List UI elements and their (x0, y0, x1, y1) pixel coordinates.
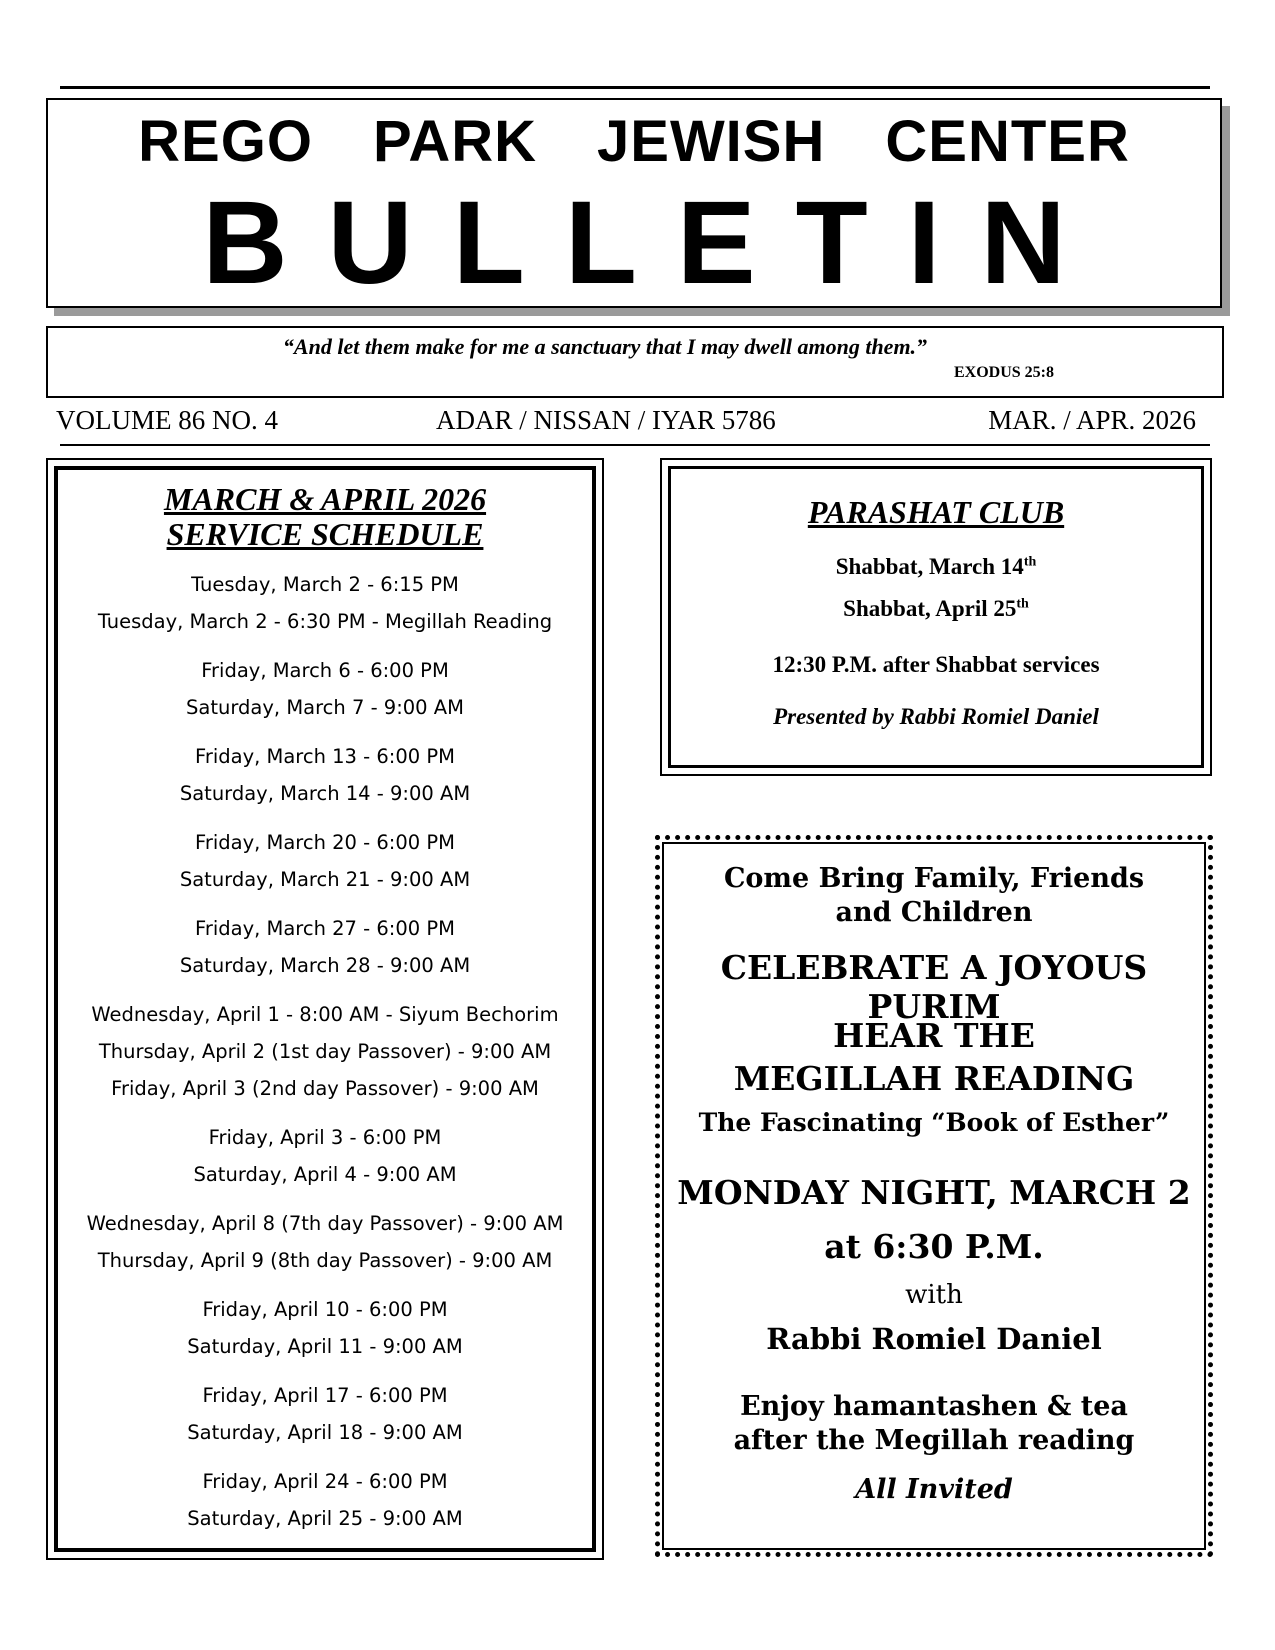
schedule-group (48, 566, 602, 640)
book-of-esther: The Fascinating “Book of Esther” (698, 1108, 1170, 1137)
purim-with: with (905, 1280, 963, 1310)
schedule-entry: Friday, March 6 - 6:00 PM (201, 659, 449, 682)
schedule-entry: Friday, April 24 - 6:00 PM (202, 1470, 448, 1493)
parashat-time: 12:30 P.M. after Shabbat services (772, 652, 1100, 677)
ordinal-suffix: th (1023, 554, 1037, 570)
volume-number: VOLUME 86 NO. 4 (56, 405, 278, 435)
schedule-entry: Friday, April 17 - 6:00 PM (202, 1384, 448, 1407)
schedule-entry: Friday, April 10 - 6:00 PM (202, 1298, 448, 1321)
parashat-club-box (660, 458, 1212, 776)
parashat-date (662, 554, 1210, 580)
schedule-entry: Thursday, April 2 (1st day Passover) - 9:00 AM (98, 1040, 552, 1063)
schedule-entry: Saturday, March 21 - 9:00 AM (179, 868, 471, 891)
verse-box (46, 326, 1224, 398)
schedule-group (48, 910, 602, 984)
bulletin-title: BULLETIN (202, 177, 1106, 309)
org-word: JEWISH (597, 109, 826, 174)
purim-time-line: at 6:30 P.M. (824, 1227, 1044, 1266)
megillah-heading-line: HEAR THE (833, 1016, 1035, 1055)
schedule-group (48, 1463, 602, 1537)
top-rule (60, 86, 1210, 89)
parashat-presenter: Presented by Rabbi Romiel Daniel (773, 704, 1099, 729)
org-name (48, 108, 1220, 175)
schedule-group (48, 824, 602, 898)
verse-reference: EXODUS 25:8 (953, 364, 1054, 381)
ordinal-suffix: th (1016, 596, 1029, 612)
org-word: REGO (138, 109, 313, 174)
schedule-entry: Saturday, March 7 - 9:00 AM (186, 696, 464, 719)
schedule-entry: Friday, March 27 - 6:00 PM (195, 917, 455, 940)
schedule-entry: Saturday, April 18 - 9:00 AM (187, 1421, 463, 1444)
purim-date-line: MONDAY NIGHT, MARCH 2 (677, 1173, 1191, 1212)
issue-months: MAR. / APR. 2026 (988, 405, 1196, 435)
schedule-entry: Saturday, March 28 - 9:00 AM (179, 954, 471, 977)
schedule-entry: Friday, April 3 (2nd day Passover) - 9:00 AM (111, 1077, 539, 1100)
schedule-group (48, 738, 602, 812)
schedule-title (48, 482, 602, 552)
purim-invite (660, 862, 1208, 930)
megillah-heading (660, 1014, 1208, 1100)
purim-celebrate-heading: CELEBRATE A JOYOUS PURIM (720, 948, 1148, 1026)
parashat-date-text: Shabbat, April 25 (843, 596, 1017, 621)
purim-announcement-box (655, 835, 1213, 1557)
schedule-entry: Wednesday, April 1 - 8:00 AM - Siyum Bechorim (91, 1003, 559, 1026)
schedule-entry: Saturday, April 11 - 9:00 AM (187, 1335, 463, 1358)
all-invited: All Invited (855, 1474, 1013, 1505)
purim-rabbi: Rabbi Romiel Daniel (766, 1322, 1102, 1356)
verse-quote: “And let them make for me a sanctuary that I may dwell among them.” (282, 334, 928, 359)
refreshments-line: Enjoy hamantashen & tea (740, 1391, 1128, 1422)
schedule-group (48, 1377, 602, 1451)
hebrew-months: ADAR / NISSAN / IYAR 5786 (436, 405, 776, 435)
schedule-entry: Tuesday, March 2 - 6:30 PM - Megillah Reading (97, 610, 553, 633)
parashat-date-text: Shabbat, March 14 (835, 554, 1024, 579)
org-word: CENTER (885, 109, 1130, 174)
schedule-group (48, 996, 602, 1107)
schedule-entry: Friday, March 13 - 6:00 PM (195, 745, 455, 768)
service-schedule-box (46, 458, 604, 1560)
megillah-heading-line: MEGILLAH READING (733, 1059, 1135, 1098)
refreshments-line: after the Megillah reading (733, 1425, 1135, 1456)
schedule-entry: Tuesday, March 2 - 6:15 PM (191, 573, 459, 596)
parashat-date (662, 596, 1210, 622)
schedule-group (48, 652, 602, 726)
schedule-entry: Wednesday, April 8 (7th day Passover) - 9:00 AM (86, 1212, 564, 1235)
info-rule (60, 444, 1210, 446)
schedule-list (48, 566, 602, 1549)
schedule-entry: Friday, April 3 - 6:00 PM (208, 1126, 442, 1149)
schedule-entry: Friday, March 20 - 6:00 PM (195, 831, 455, 854)
schedule-entry: Saturday, April 25 - 9:00 AM (187, 1507, 463, 1530)
parashat-title: PARASHAT CLUB (807, 494, 1065, 530)
schedule-title-line: MARCH & APRIL 2026 (163, 481, 487, 517)
schedule-entry: Saturday, April 4 - 9:00 AM (193, 1163, 457, 1186)
invite-line: Come Bring Family, Friends (723, 863, 1145, 894)
schedule-title-line: SERVICE SCHEDULE (166, 516, 484, 552)
schedule-entry: Saturday, March 14 - 9:00 AM (179, 782, 471, 805)
schedule-group (48, 1205, 602, 1279)
schedule-group (48, 1291, 602, 1365)
schedule-entry: Thursday, April 9 (8th day Passover) - 9:00 AM (97, 1249, 553, 1272)
purim-refreshments (660, 1390, 1208, 1458)
invite-line: and Children (835, 897, 1033, 928)
org-word: PARK (372, 109, 537, 174)
purim-date (660, 1166, 1208, 1274)
schedule-group (48, 1119, 602, 1193)
masthead (46, 98, 1222, 308)
